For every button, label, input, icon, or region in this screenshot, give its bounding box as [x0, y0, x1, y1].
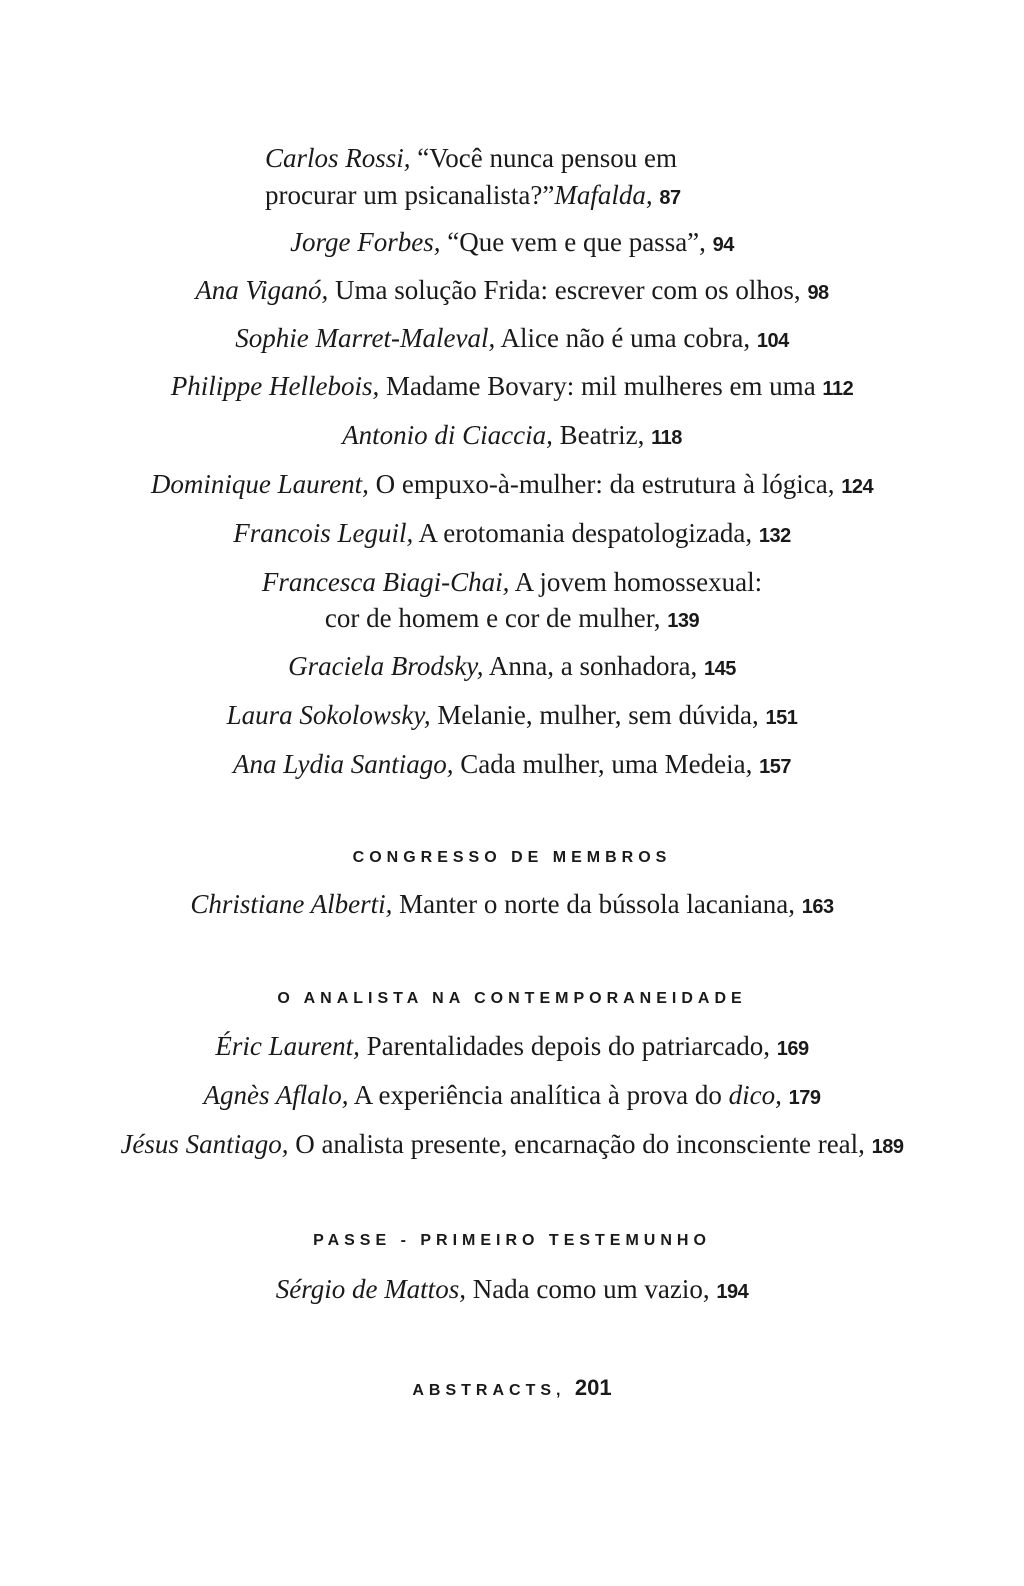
- toc-page-number: 163: [801, 896, 834, 918]
- toc-entry: [0, 1077, 1024, 1116]
- section-heading: PASSE - PRIMEIRO TESTEMUNHO: [313, 1232, 711, 1249]
- toc-author: Agnès Aflalo,: [203, 1080, 349, 1110]
- toc-author: Philippe Hellebois,: [170, 371, 380, 401]
- toc-title: Parentalidades depois do patriarcado,: [359, 1031, 777, 1061]
- toc-page-number: 194: [716, 1281, 749, 1303]
- toc-page-number: 169: [776, 1038, 809, 1060]
- toc-page-number: 104: [756, 330, 789, 352]
- toc-page-number: 124: [841, 476, 874, 498]
- toc-entry: [0, 564, 1024, 600]
- toc-entry: [0, 648, 1024, 687]
- toc-author: Jorge Forbes,: [290, 227, 441, 257]
- toc-page-number: 189: [871, 1136, 904, 1158]
- toc-author: Laura Sokolowsky,: [226, 700, 431, 730]
- toc-title: procurar um psicanalista?”: [265, 180, 555, 210]
- toc-page-number: 132: [758, 525, 791, 547]
- toc-title: Beatriz,: [552, 420, 652, 450]
- toc-entry: [0, 417, 1024, 456]
- toc-entry-continuation: [265, 177, 681, 216]
- toc-page-number: 151: [765, 707, 798, 729]
- toc-author: Sérgio de Mattos,: [275, 1274, 466, 1304]
- toc-title: Melanie, mulher, sem dúvida,: [430, 700, 766, 730]
- toc-title: Anna, a sonhadora,: [483, 651, 705, 681]
- toc-author: Ana Lydia Santiago,: [233, 749, 454, 779]
- toc-title-italic: Mafalda,: [554, 180, 653, 210]
- toc-page-number: 94: [712, 234, 734, 256]
- toc-title: Nada como um vazio,: [465, 1274, 717, 1304]
- toc-page-number: 139: [667, 610, 700, 632]
- toc-author: Antonio di Ciaccia,: [342, 420, 553, 450]
- section-heading: CONGRESSO DE MEMBROS: [352, 849, 672, 866]
- toc-title: Uma solução Frida: escrever com os olhos,: [328, 275, 808, 305]
- toc-title: “Você nunca pensou em: [410, 143, 677, 173]
- toc-title-italic: dico,: [728, 1080, 782, 1110]
- abstracts-heading: [0, 1377, 1024, 1402]
- toc-entry: [0, 368, 1024, 407]
- toc-page-number: 201: [574, 1375, 612, 1400]
- toc-author: Francois Leguil,: [233, 518, 414, 548]
- toc-entry: [0, 886, 1024, 925]
- toc-page-number: 157: [759, 756, 791, 778]
- toc-author: Francesca Biagi-Chai,: [261, 567, 510, 597]
- toc-entry-continuation: [0, 600, 1024, 639]
- toc-title: O analista presente, encarnação do inconsciente real,: [288, 1129, 872, 1159]
- toc-entry: [0, 1271, 1024, 1310]
- toc-page-number: 112: [822, 378, 854, 400]
- toc-author: Carlos Rossi,: [265, 143, 411, 173]
- toc-entry: [0, 746, 1024, 785]
- toc-title: Madame Bovary: mil mulheres em uma: [379, 371, 823, 401]
- toc-page-number: 179: [788, 1087, 821, 1109]
- toc-entry: [0, 1126, 1024, 1165]
- toc-title: “Que vem e que passa”,: [440, 227, 713, 257]
- toc-author: Graciela Brodsky,: [288, 651, 484, 681]
- toc-author: Christiane Alberti,: [190, 889, 393, 919]
- toc-entry: [0, 1028, 1024, 1067]
- toc-author: Sophie Marret-Maleval,: [235, 323, 496, 353]
- abstracts-label: ABSTRACTS,: [412, 1382, 575, 1399]
- toc-title: O empuxo-à-mulher: da estrutura à lógica,: [368, 469, 842, 499]
- toc-author: Jésus Santiago,: [120, 1129, 289, 1159]
- toc-title: Alice não é uma cobra,: [495, 323, 757, 353]
- toc-entry: [0, 224, 1024, 263]
- toc-author: Dominique Laurent,: [150, 469, 369, 499]
- toc-entry: [0, 697, 1024, 736]
- toc-page-number: 145: [704, 658, 736, 680]
- toc-page-number: 98: [807, 282, 829, 304]
- toc-entry: [0, 272, 1024, 311]
- toc-entry: [0, 466, 1024, 505]
- toc-author: Ana Viganó,: [195, 275, 329, 305]
- toc-title: A erotomania despatologizada,: [413, 518, 759, 548]
- toc-entry: [0, 515, 1024, 554]
- toc-title: A jovem homossexual:: [509, 567, 763, 597]
- toc-title: Cada mulher, uma Medeia,: [453, 749, 760, 779]
- toc-entry: [265, 140, 677, 176]
- toc-title: cor de homem e cor de mulher,: [324, 603, 668, 633]
- toc-title: A experiência analítica à prova do: [348, 1080, 729, 1110]
- toc-page-number: 87: [659, 187, 681, 209]
- section-heading: O ANALISTA NA CONTEMPORANEIDADE: [277, 990, 747, 1007]
- toc-title: Manter o norte da bússola lacaniana,: [392, 889, 802, 919]
- toc-entry: [0, 320, 1024, 359]
- toc-author: Éric Laurent,: [215, 1031, 360, 1061]
- toc-page-number: 118: [651, 427, 682, 449]
